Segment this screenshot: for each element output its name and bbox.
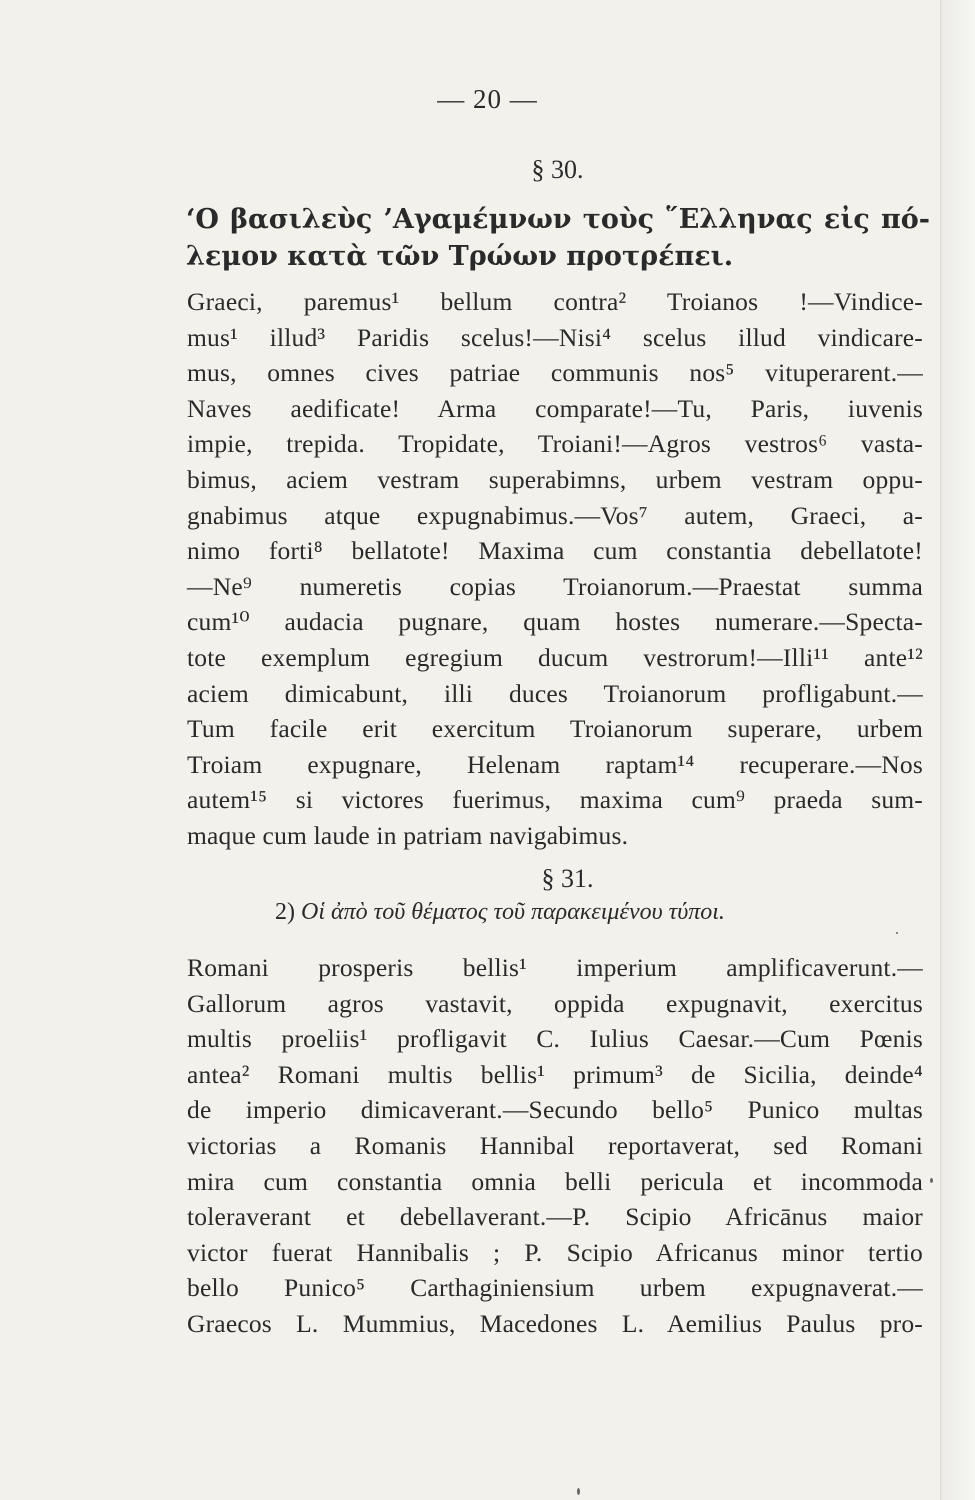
text-line: Romani prosperis bellis¹ imperium amplificaverunt.— (187, 953, 923, 982)
text-line: nimo forti⁸ bellatote! Maxima cum constantia debellatote! (187, 536, 923, 566)
heading-line: ‘Ο βασιλεὺς ’Αγαμέμνων τοὺς ῞Ελληνας εἰς πό- (186, 204, 930, 235)
text-line: de imperio dimicaverant.—Secundo bello⁵ Punico multas (187, 1095, 923, 1125)
text-line: victorias a Romanis Hannibal reportaverat, sed Romani (187, 1130, 923, 1160)
section-30-mark: § 30. (531, 155, 584, 184)
text-line: tote exemplum egregium ducum vestrorum!—Illi¹¹ ante¹² (187, 642, 923, 672)
text-line: antea² Romani multis bellis¹ primum³ de Sicilia, deinde⁴ (187, 1059, 923, 1089)
page-number: — 20 — (437, 84, 538, 114)
text-line: toleraverant et debellaverant.—P. Scipio Africānus maior (187, 1202, 923, 1232)
section-30-heading (186, 201, 930, 275)
section-30-text (187, 284, 923, 854)
page-edge (940, 0, 975, 1500)
subheading-number: 2) (275, 899, 295, 925)
text-line: Tum facile erit exercitum Troianorum superare, urbem (187, 714, 923, 744)
section-31-mark: § 31. (541, 864, 594, 893)
text-line: —Ne⁹ numeretis copias Troianorum.—Praestat summa (187, 571, 923, 601)
subheading-text: Οἱ ἀπὸ τοῦ θέματος τοῦ παρακειμένου τύποι. (301, 899, 725, 925)
paper-speck (577, 1488, 580, 1495)
paper-speck (896, 932, 898, 934)
text-line: aciem dimicabunt, illi duces Troianorum profligabunt.— (187, 678, 923, 708)
text-line: impie, trepida. Tropidate, Troiani!—Agros vestros⁶ vasta- (187, 429, 923, 459)
text-line: mira cum constantia omnia belli pericula et incommoda (187, 1166, 923, 1196)
text-line: autem¹⁵ si victores fuerimus, maxima cum⁹ praeda sum- (187, 785, 923, 815)
section-31-subheading (275, 899, 725, 926)
text-line: Graeci, paremus¹ bellum contra² Troianos !—Vindice- (187, 287, 923, 316)
paper-speck (930, 1178, 933, 1183)
section-31-text (187, 950, 923, 1342)
text-line: bello Punico⁵ Carthaginiensium urbem expugnaverat.— (187, 1273, 923, 1303)
text-line: mus, omnes cives patriae communis nos⁵ vituperarent.— (187, 358, 923, 388)
text-line: Graecos L. Mummius, Macedones L. Aemilius Paulus pro- (187, 1308, 923, 1338)
text-line: bimus, aciem vestram superabimns, urbem vestram oppu- (187, 464, 923, 494)
text-line: mus¹ illud³ Paridis scelus!—Nisi⁴ scelus illud vindicare- (187, 322, 923, 352)
text-line: Gallorum agros vastavit, oppida expugnavit, exercitus (187, 988, 923, 1018)
heading-line: λεμον κατὰ τῶν Τρώων προτρέπει. (186, 241, 734, 272)
text-line: cum¹⁰ audacia pugnare, quam hostes numerare.—Specta- (187, 607, 923, 637)
text-line: Troiam expugnare, Helenam raptam¹⁴ recuperare.—Nos (187, 749, 923, 779)
text-line: gnabimus atque expugnabimus.—Vos⁷ autem, Graeci, a- (187, 500, 923, 530)
text-line: maque cum laude in patriam navigabimus. (187, 820, 629, 850)
text-line: Naves aedificate! Arma comparate!—Tu, Paris, iuvenis (187, 393, 923, 423)
text-line: multis proeliis¹ profligavit C. Iulius Caesar.—Cum Pœnis (187, 1024, 923, 1054)
text-line: victor fuerat Hannibalis ; P. Scipio Africanus minor tertio (187, 1237, 923, 1267)
